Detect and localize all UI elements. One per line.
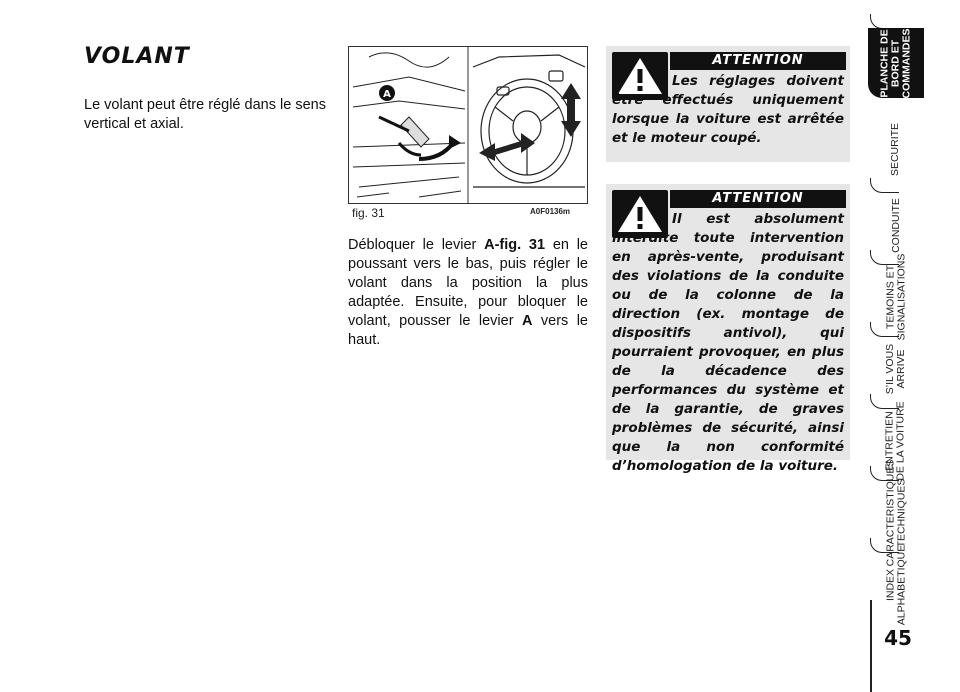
chapter-tabs [868,14,960,674]
figure-label: fig. 31 [352,206,385,220]
tab-label: CARACTERISTIQUES TECHNIQUES [884,459,908,567]
tab-label: INDEX ALPHABETIQUE [884,544,907,626]
body-part-2: en le poussant vers le bas, puis régler le volant dans la position la plus adaptée. Ensuite, pour bloquer le volant, pousser le levier [348,237,588,329]
body-text [348,236,588,350]
tab-label: S’IL VOUS ARRIVE [883,343,907,395]
figure-31 [348,46,588,204]
steering-illustration [349,47,587,203]
tab-separator [870,14,899,29]
callout-a: A [383,89,391,100]
warning-text: Les réglages doivent être effectués uniquement lorsque la voiture est arrêtée et le moteur coupé. [612,73,844,146]
tab-label: PLANCHE DE BORD ET COMMANDES [878,28,913,98]
body-part-1: Débloquer le levier [348,237,485,253]
warning-heading: ATTENTION [670,190,846,208]
vertical-arrow-icon [561,83,581,137]
warning-text: Il est absolument interdite toute intervention en après-vente, produisant des violations de la conduite ou de la colonne de la direction (ex. montage de dispositifs antivol), qui pourraient provoquer, en plus de la décadence des performances du système et de la garantie, de graves problèmes de sécurité, ainsi que la non conformité d’homologation de la voiture. [612,211,844,474]
tab-planche-de-bord[interactable] [868,28,924,98]
tab-label: ENTRETIEN DE LA VOITURE [884,401,908,481]
body-part-3: vers le haut. [348,313,588,348]
lever-reference: A [521,313,533,329]
tab-securite[interactable] [868,114,924,184]
arrow-up-icon [419,143,453,159]
lever-detail [353,53,465,197]
warning-heading: ATTENTION [670,52,846,70]
figure-reference: A-fig. 31 [484,237,546,253]
figure-code: A0F0136m [530,207,571,216]
page-number: 45 [884,626,912,650]
page-edge-line [870,600,872,692]
section-title: VOLANT [84,44,190,69]
intro-text: Le volant peut être réglé dans le sens vertical et axial. [84,97,326,132]
tab-label: CONDUITE [889,197,902,253]
warning-box-2 [606,184,850,474]
tab-label: SECURITE [889,122,902,176]
tab-label: TEMOINS ET SIGNALISATIONS [884,253,907,341]
warning-box-1 [606,46,850,162]
tab-index[interactable] [868,544,924,626]
